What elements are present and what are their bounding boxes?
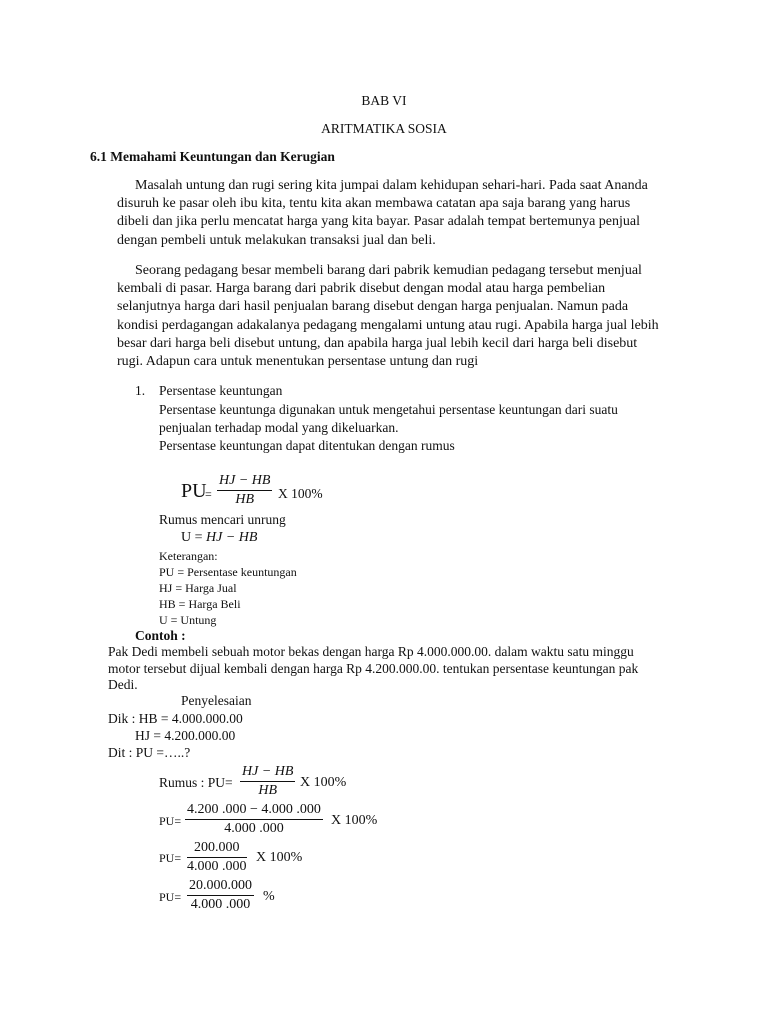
formula-suffix: X 100% bbox=[278, 486, 323, 501]
paragraph-intro bbox=[117, 177, 648, 250]
keterangan-item: HJ = Harga Jual bbox=[159, 581, 237, 595]
step1-lhs: Rumus : PU= bbox=[159, 775, 233, 790]
step1-fraction bbox=[240, 764, 295, 799]
list-item-description bbox=[159, 401, 618, 454]
formula-untung bbox=[181, 530, 257, 546]
step3-suffix: X 100% bbox=[256, 850, 303, 865]
list-item-title: Persentase keuntungan bbox=[159, 383, 283, 398]
keterangan-heading: Keterangan: bbox=[159, 549, 218, 563]
paragraph-line: Masalah untung dan rugi sering kita jumpai dalam kehidupan sehari-hari. Pada saat Ananda bbox=[135, 178, 648, 193]
keterangan-item: U = Untung bbox=[159, 613, 217, 627]
keterangan-item: HB = Harga Beli bbox=[159, 597, 241, 611]
keterangan-item: PU = Persentase keuntungan bbox=[159, 565, 297, 579]
fraction-numerator: 200.000 bbox=[187, 840, 247, 858]
step4-lhs: PU= bbox=[159, 890, 182, 904]
keterangan-list bbox=[159, 548, 297, 628]
formula-untung-rhs: HJ − HB bbox=[206, 530, 258, 545]
step2-suffix: X 100% bbox=[331, 813, 378, 828]
step2-lhs: PU= bbox=[159, 814, 182, 828]
diketahui-hb: Dik : HB = 4.000.000.00 bbox=[108, 711, 243, 726]
description-line: Persentase keuntunga digunakan untuk mengetahui persentase keuntungan dari suatu bbox=[159, 402, 618, 417]
contoh-text bbox=[108, 644, 638, 694]
fraction-denominator: 4.000 .000 bbox=[190, 897, 251, 912]
step4-fraction bbox=[187, 878, 254, 913]
chapter-title: ARITMATIKA SOSIA bbox=[321, 121, 447, 136]
fraction-denominator: HB bbox=[258, 783, 278, 798]
contoh-line: Dedi. bbox=[108, 677, 138, 692]
paragraph-line: Seorang pedagang besar membeli barang dari pabrik kemudian pedagang tersebut menjual bbox=[135, 263, 642, 278]
formula-lhs: PU bbox=[181, 480, 207, 502]
description-line: penjualan terhadap modal yang dikeluarkan. bbox=[159, 419, 399, 435]
fraction-numerator: HJ − HB bbox=[240, 764, 295, 782]
paragraph-line: dibeli dan jika perlu mencatat harga yang kita bayar. Pasar adalah tempat bertemunya penjual bbox=[117, 214, 640, 230]
fraction-numerator: 20.000.000 bbox=[187, 878, 254, 896]
diketahui-hj: HJ = 4.200.000.00 bbox=[135, 728, 236, 743]
chapter-label: BAB VI bbox=[361, 93, 407, 108]
step2-fraction bbox=[185, 802, 323, 837]
paragraph-line: kondisi perdagangan adakalanya pedagang mengalami untung atau rugi. Apabila harga jual lebih bbox=[117, 317, 659, 333]
formula-untung-lhs: U = bbox=[181, 530, 207, 545]
fraction-numerator: HJ − HB bbox=[217, 473, 272, 491]
formula-equals: = bbox=[205, 487, 212, 501]
fraction-numerator: 4.200 .000 − 4.000 .000 bbox=[185, 802, 323, 820]
contoh-line: motor tersebut dijual kembali dengan harga Rp 4.200.000.00. tentukan persentase keuntungan pak bbox=[108, 660, 639, 676]
paragraph-line: disuruh ke pasar oleh ibu kita, tentu kita akan membawa catatan apa saja barang yang harus bbox=[117, 196, 631, 212]
fraction-denominator: 4.000 .000 bbox=[224, 821, 284, 836]
paragraph-line: kembali di pasar. Harga barang dari pabrik disebut dengan modal atau harga pembelian bbox=[117, 281, 606, 297]
contoh-line: Pak Dedi membeli sebuah motor bekas dengan harga Rp 4.000.000.00. dalam waktu satu minggu bbox=[108, 644, 634, 659]
contoh-label: Contoh : bbox=[135, 628, 186, 643]
formula-fraction bbox=[217, 473, 272, 508]
penyelesaian-label: Penyelesaian bbox=[181, 693, 252, 708]
description-line: Persentase keuntungan dapat ditentukan dengan rumus bbox=[159, 437, 455, 453]
paragraph-line: dengan pembeli untuk melakukan transaksi jual dan beli. bbox=[117, 232, 436, 248]
paragraph-line: selanjutnya harga dari hasil penjualan barang disebut dengan harga penjualan. Namun pada bbox=[117, 299, 629, 315]
step3-lhs: PU= bbox=[159, 851, 182, 865]
paragraph-line: rugi. Adapun cara untuk menentukan persentase untung dan rugi bbox=[117, 354, 479, 370]
step1-suffix: X 100% bbox=[300, 775, 347, 790]
formula-untung-caption: Rumus mencari unrung bbox=[159, 512, 286, 527]
fraction-denominator: HB bbox=[235, 492, 255, 507]
fraction-denominator: 4.000 .000 bbox=[187, 859, 247, 874]
paragraph-pedagang bbox=[117, 262, 659, 371]
paragraph-line: besar dari harga beli disebut untung, dan apabila harga jual lebih kecil dari harga beli disebut bbox=[117, 335, 638, 351]
section-heading: 6.1 Memahami Keuntungan dan Kerugian bbox=[90, 149, 335, 164]
ditanya: Dit : PU =…..? bbox=[108, 745, 191, 760]
step3-fraction bbox=[187, 840, 247, 875]
list-number: 1. bbox=[135, 383, 146, 398]
step4-suffix: % bbox=[263, 889, 275, 904]
